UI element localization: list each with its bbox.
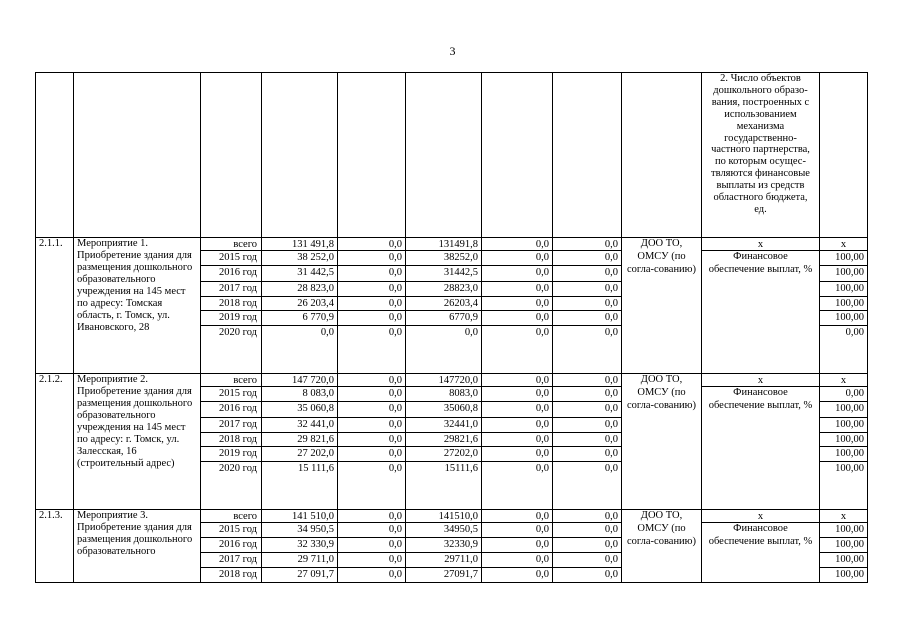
row-period: 2016 год: [200, 537, 262, 553]
row-indicator-value: 100,00: [819, 537, 868, 553]
row-total-funding: 29 821,6: [261, 432, 338, 447]
row-regional-budget: 6770,9: [405, 310, 482, 326]
header-cell-9: [621, 72, 702, 238]
row-regional-budget: 38252,0: [405, 250, 482, 266]
header-cell-3: [200, 72, 262, 238]
row-indicator-value: x: [819, 373, 868, 387]
row-period: всего: [200, 373, 262, 387]
indicator-x-mark: x: [701, 509, 820, 523]
row-indicator-value: 100,00: [819, 567, 868, 583]
measure-name: Мероприятие 3. Приобретение здания для размещения дошкольного образовательного: [73, 509, 201, 583]
row-regional-budget: 131491,8: [405, 237, 482, 251]
row-local-budget: 0,0: [481, 432, 553, 447]
row-local-budget: 0,0: [481, 296, 553, 311]
row-external-funds: 0,0: [552, 250, 622, 266]
header-cell-4: [261, 72, 338, 238]
row-federal-budget: 0,0: [337, 310, 406, 326]
row-indicator-value: 100,00: [819, 552, 868, 568]
row-external-funds: 0,0: [552, 432, 622, 447]
row-period: 2018 год: [200, 567, 262, 583]
row-local-budget: 0,0: [481, 325, 553, 374]
row-total-funding: 28 823,0: [261, 281, 338, 297]
row-local-budget: 0,0: [481, 552, 553, 568]
header-cell-2: [73, 72, 201, 238]
row-regional-budget: 29821,6: [405, 432, 482, 447]
row-federal-budget: 0,0: [337, 509, 406, 523]
row-total-funding: 0,0: [261, 325, 338, 374]
row-regional-budget: 8083,0: [405, 386, 482, 402]
row-external-funds: 0,0: [552, 265, 622, 282]
row-federal-budget: 0,0: [337, 552, 406, 568]
row-total-funding: 27 091,7: [261, 567, 338, 583]
row-local-budget: 0,0: [481, 509, 553, 523]
row-total-funding: 147 720,0: [261, 373, 338, 387]
row-indicator-value: 100,00: [819, 296, 868, 311]
row-local-budget: 0,0: [481, 417, 553, 433]
row-period: 2016 год: [200, 265, 262, 282]
row-period: 2019 год: [200, 310, 262, 326]
row-total-funding: 29 711,0: [261, 552, 338, 568]
row-indicator-value: 100,00: [819, 461, 868, 510]
header-cell-5: [337, 72, 406, 238]
indicator-label: Финансовое обеспечение выплат, %: [701, 386, 820, 510]
row-local-budget: 0,0: [481, 373, 553, 387]
row-indicator-value: x: [819, 509, 868, 523]
measure-executor: ДОО ТО, ОМСУ (по согла-сованию): [621, 509, 702, 583]
row-regional-budget: 27202,0: [405, 446, 482, 462]
row-regional-budget: 27091,7: [405, 567, 482, 583]
row-total-funding: 27 202,0: [261, 446, 338, 462]
row-federal-budget: 0,0: [337, 461, 406, 510]
measure-number: 2.1.1.: [35, 237, 74, 374]
row-local-budget: 0,0: [481, 567, 553, 583]
row-federal-budget: 0,0: [337, 373, 406, 387]
row-external-funds: 0,0: [552, 446, 622, 462]
row-external-funds: 0,0: [552, 509, 622, 523]
row-external-funds: 0,0: [552, 567, 622, 583]
row-local-budget: 0,0: [481, 250, 553, 266]
row-external-funds: 0,0: [552, 310, 622, 326]
row-period: 2015 год: [200, 250, 262, 266]
measure-number: 2.1.3.: [35, 509, 74, 583]
row-indicator-value: 100,00: [819, 250, 868, 266]
indicator-x-mark: x: [701, 237, 820, 251]
indicator-label: Финансовое обеспечение выплат, %: [701, 522, 820, 583]
indicator-label: Финансовое обеспечение выплат, %: [701, 250, 820, 374]
measure-executor: ДОО ТО, ОМСУ (по согла-сованию): [621, 237, 702, 374]
row-indicator-value: 100,00: [819, 281, 868, 297]
row-indicator-value: 100,00: [819, 522, 868, 538]
measure-name: Мероприятие 1. Приобретение здания для размещения дошкольного образовательного учреждения на 145 мест по адресу: Томская область, г. Томск, ул. Ивановского, 28: [73, 237, 201, 374]
row-local-budget: 0,0: [481, 281, 553, 297]
row-indicator-value: 100,00: [819, 417, 868, 433]
header-cell-6: [405, 72, 482, 238]
row-federal-budget: 0,0: [337, 537, 406, 553]
row-regional-budget: 0,0: [405, 325, 482, 374]
row-regional-budget: 32330,9: [405, 537, 482, 553]
row-regional-budget: 31442,5: [405, 265, 482, 282]
row-indicator-value: 0,00: [819, 325, 868, 374]
row-local-budget: 0,0: [481, 522, 553, 538]
indicator-x-mark: x: [701, 373, 820, 387]
row-local-budget: 0,0: [481, 265, 553, 282]
header-cell-7: [481, 72, 553, 238]
row-external-funds: 0,0: [552, 281, 622, 297]
measure-executor: ДОО ТО, ОМСУ (по согла-сованию): [621, 373, 702, 510]
row-federal-budget: 0,0: [337, 401, 406, 418]
row-total-funding: 8 083,0: [261, 386, 338, 402]
row-external-funds: 0,0: [552, 401, 622, 418]
row-period: 2015 год: [200, 386, 262, 402]
header-cell-8: [552, 72, 622, 238]
row-period: всего: [200, 509, 262, 523]
row-regional-budget: 147720,0: [405, 373, 482, 387]
row-federal-budget: 0,0: [337, 237, 406, 251]
row-external-funds: 0,0: [552, 417, 622, 433]
row-federal-budget: 0,0: [337, 432, 406, 447]
row-local-budget: 0,0: [481, 537, 553, 553]
row-federal-budget: 0,0: [337, 281, 406, 297]
row-regional-budget: 35060,8: [405, 401, 482, 418]
row-local-budget: 0,0: [481, 310, 553, 326]
row-period: 2017 год: [200, 552, 262, 568]
row-local-budget: 0,0: [481, 401, 553, 418]
row-federal-budget: 0,0: [337, 522, 406, 538]
row-period: 2015 год: [200, 522, 262, 538]
measure-name: Мероприятие 2. Приобретение здания для размещения дошкольного образовательного учреждения на 145 мест по адресу: г. Томск, ул. Залесская, 16 (строительный адрес): [73, 373, 201, 510]
row-total-funding: 31 442,5: [261, 265, 338, 282]
page-number: 3: [449, 44, 456, 58]
row-regional-budget: 34950,5: [405, 522, 482, 538]
measure-number: 2.1.2.: [35, 373, 74, 510]
row-federal-budget: 0,0: [337, 567, 406, 583]
row-total-funding: 38 252,0: [261, 250, 338, 266]
row-federal-budget: 0,0: [337, 296, 406, 311]
row-federal-budget: 0,0: [337, 386, 406, 402]
row-regional-budget: 26203,4: [405, 296, 482, 311]
row-external-funds: 0,0: [552, 522, 622, 538]
row-external-funds: 0,0: [552, 386, 622, 402]
row-total-funding: 26 203,4: [261, 296, 338, 311]
row-federal-budget: 0,0: [337, 325, 406, 374]
row-regional-budget: 141510,0: [405, 509, 482, 523]
row-period: 2020 год: [200, 461, 262, 510]
row-external-funds: 0,0: [552, 296, 622, 311]
row-external-funds: 0,0: [552, 537, 622, 553]
row-total-funding: 141 510,0: [261, 509, 338, 523]
row-indicator-value: 100,00: [819, 432, 868, 447]
row-external-funds: 0,0: [552, 237, 622, 251]
row-indicator-value: x: [819, 237, 868, 251]
row-indicator-value: 100,00: [819, 265, 868, 282]
row-federal-budget: 0,0: [337, 250, 406, 266]
row-period: 2020 год: [200, 325, 262, 374]
row-total-funding: 6 770,9: [261, 310, 338, 326]
row-total-funding: 131 491,8: [261, 237, 338, 251]
row-local-budget: 0,0: [481, 446, 553, 462]
row-indicator-value: 100,00: [819, 446, 868, 462]
row-external-funds: 0,0: [552, 373, 622, 387]
row-external-funds: 0,0: [552, 461, 622, 510]
row-federal-budget: 0,0: [337, 446, 406, 462]
row-total-funding: 32 330,9: [261, 537, 338, 553]
header-indicator-cell: 2. Число объектов дошкольного образо-вания, построенных с использованием механизма государственно-частного партнерства, по которым осущес-твляются финансовые выплаты из средств областного бюджета, ед.: [701, 72, 820, 238]
row-indicator-value: 0,00: [819, 386, 868, 402]
row-period: всего: [200, 237, 262, 251]
row-regional-budget: 28823,0: [405, 281, 482, 297]
row-regional-budget: 32441,0: [405, 417, 482, 433]
row-total-funding: 34 950,5: [261, 522, 338, 538]
row-regional-budget: 15111,6: [405, 461, 482, 510]
row-period: 2017 год: [200, 281, 262, 297]
row-local-budget: 0,0: [481, 237, 553, 251]
row-period: 2018 год: [200, 432, 262, 447]
row-local-budget: 0,0: [481, 386, 553, 402]
row-federal-budget: 0,0: [337, 417, 406, 433]
header-cell-11: [819, 72, 868, 238]
row-indicator-value: 100,00: [819, 401, 868, 418]
row-regional-budget: 29711,0: [405, 552, 482, 568]
row-total-funding: 15 111,6: [261, 461, 338, 510]
row-total-funding: 35 060,8: [261, 401, 338, 418]
row-external-funds: 0,0: [552, 325, 622, 374]
header-cell-1: [35, 72, 74, 238]
row-period: 2018 год: [200, 296, 262, 311]
row-external-funds: 0,0: [552, 552, 622, 568]
row-total-funding: 32 441,0: [261, 417, 338, 433]
row-period: 2016 год: [200, 401, 262, 418]
row-indicator-value: 100,00: [819, 310, 868, 326]
row-federal-budget: 0,0: [337, 265, 406, 282]
row-period: 2019 год: [200, 446, 262, 462]
row-local-budget: 0,0: [481, 461, 553, 510]
row-period: 2017 год: [200, 417, 262, 433]
